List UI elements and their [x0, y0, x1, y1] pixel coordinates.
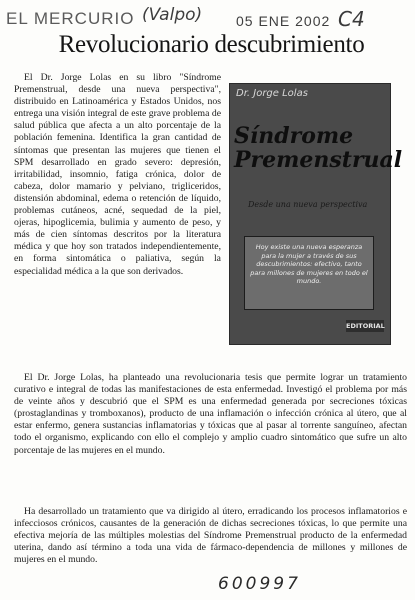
- article-paragraph-2: El Dr. Jorge Lolas, ha planteado una revolucionaria tesis que permite lograr un tratamiento curativo e integral de todas las manifestaciones de esta enfermedad. Investigó el problema por más de veinte años y descubrió que el SPM es una enfermedad generada por secreciones tóxicas (prostaglandinas y tromboxanos), producto de una inflamación o infección crónica al útero, que al estar enfermo, genera sustancias inflamatorias y tóxicas que al pasar al torrente sanguíneo, afectan todo el organismo, explicando con ello el complejo y amplio cuadro sintomático que sufre un alto porcentaje de las mujeres en el mundo.: [14, 372, 407, 456]
- handwritten-city-note: (Valpo): [142, 5, 203, 25]
- handwritten-archive-number: 600997: [218, 574, 301, 594]
- book-blurb-box: [244, 236, 374, 310]
- book-title-line-2: Premenstrual: [234, 147, 403, 173]
- date-stamp: 05 ENE 2002: [236, 13, 331, 29]
- article-paragraph-3: Ha desarrollado un tratamiento que va dirigido al útero, erradicando los procesos inflamatorios e infecciosos crónicos, causantes de la generación de dichas secreciones tóxicas, lo que permite una efectiva mejoría de las múltiples molestias del Síndrome Premenstrual producto de la enfermedad uterina, dando así término a toda una vida de fármaco-dependencia de millones y millones de mujeres en el mundo.: [14, 506, 407, 566]
- article-paragraph-1: El Dr. Jorge Lolas en su libro "Síndrome Premenstrual, desde una nueva perspectiva", distribuido en Latinoamérica y Estados Unidos, nos entrega una visión integral de este grave problema de salud pública que afecta a un alto porcentaje de la población femenina. Identifica la gran cantidad de síntomas que presentan las mujeres que tienen el SPM desarrollado en grado severo: depresión, irritabilidad, insomnio, fatiga crónica, dolor de cabeza, dolor mamario y pelviano, trigliceridos, distensión abdominal, edema o retención de líquido, problemas cutáneos, acné, sequedad de la piel, ojeras, hipoglicemia, bulimia y aumento de peso, y más de cien síntomas descritos por la literatura médica y que hoy son tratados independientemente, en forma sintomática o paliativa, según la especialidad médica a la que son derivados.: [14, 72, 221, 277]
- handwritten-page-code: C4: [338, 7, 365, 31]
- book-author: Dr. Jorge Lolas: [236, 88, 308, 99]
- book-title-line-1: Síndrome: [234, 123, 354, 149]
- publication-name: EL MERCURIO: [6, 9, 135, 28]
- book-subtitle: Desde una nueva perspectiva: [248, 200, 368, 209]
- book-blurb: Hoy existe una nueva esperanza para la mujer a través de sus descubrimientos: efectivo, tanto para millones de mujeres en todo el mundo.: [250, 243, 368, 286]
- book-publisher-logo: EDITORIAL: [346, 322, 385, 330]
- book-cover-image: [229, 83, 403, 345]
- article-headline: Revolucionario descubrimiento: [58, 31, 365, 58]
